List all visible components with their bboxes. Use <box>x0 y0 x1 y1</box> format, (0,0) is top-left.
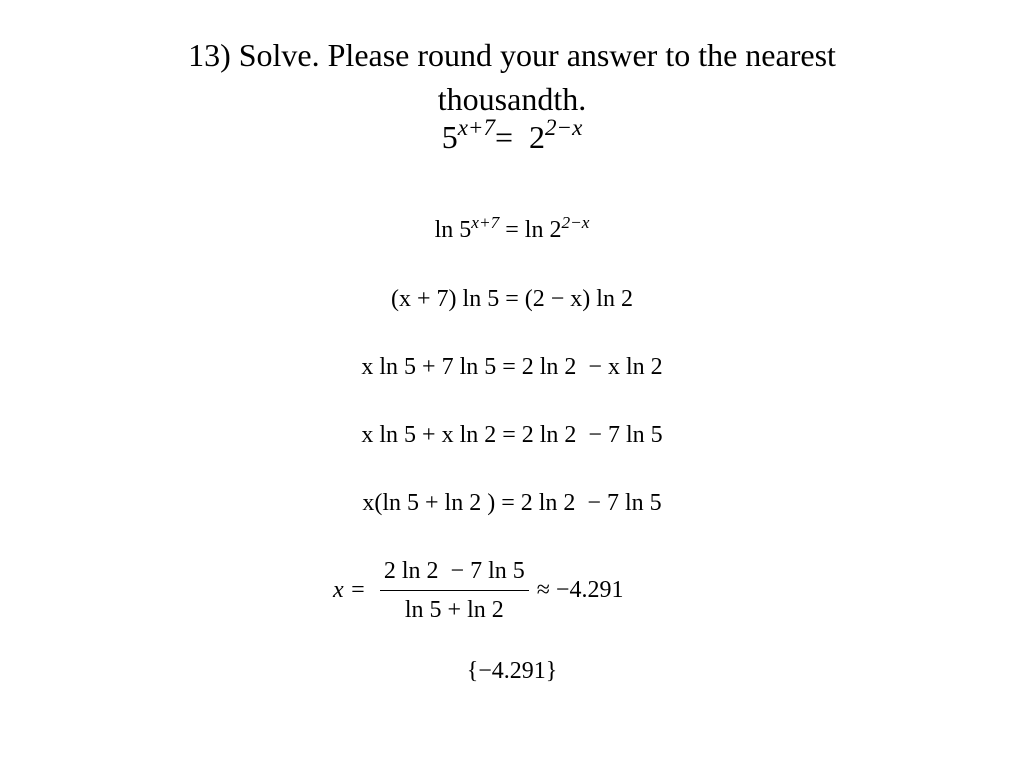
solution-set: {−4.291} <box>466 658 558 684</box>
step-6-approximation: ≈ −4.291 <box>536 576 624 603</box>
step-3: x ln 5 + 7 ln 5 = 2 ln 2 − x ln 2 <box>361 354 663 380</box>
step-6-fraction <box>380 556 529 625</box>
step-6-numerator: 2 ln 2 − 7 ln 5 <box>380 556 529 591</box>
step-1-lhs-exponent: x+7 <box>471 212 500 232</box>
main-equation-lhs-base: 5 <box>441 119 458 155</box>
problem-title-line-2: thousandth. <box>437 81 587 117</box>
step-1-lhs: ln 5 <box>434 217 472 243</box>
step-4: x ln 5 + x ln 2 = 2 ln 2 − 7 ln 5 <box>361 422 663 448</box>
main-equation-equals: = <box>494 119 530 155</box>
step-1-rhs-exponent: 2−x <box>561 212 590 232</box>
main-equation <box>0 114 1024 157</box>
problem-title-line-1: 13) Solve. Please round your answer to the nearest <box>188 37 836 73</box>
step-6-denominator: ln 5 + ln 2 <box>404 596 504 623</box>
main-equation-lhs-exponent: x+7 <box>457 114 495 141</box>
step-1 <box>0 214 1024 246</box>
step-2: (x + 7) ln 5 = (2 − x) ln 2 <box>391 286 633 312</box>
problem-title <box>0 33 1024 121</box>
step-6-expression <box>333 550 623 630</box>
step-6 <box>0 550 1024 630</box>
main-equation-rhs-base: 2 <box>529 119 546 155</box>
main-equation-rhs-exponent: 2−x <box>545 114 583 141</box>
step-6-lhs: x = <box>333 576 372 603</box>
step-1-rhs: = ln 2 <box>499 217 562 243</box>
step-5: x(ln 5 + ln 2 ) = 2 ln 2 − 7 ln 5 <box>362 490 662 516</box>
